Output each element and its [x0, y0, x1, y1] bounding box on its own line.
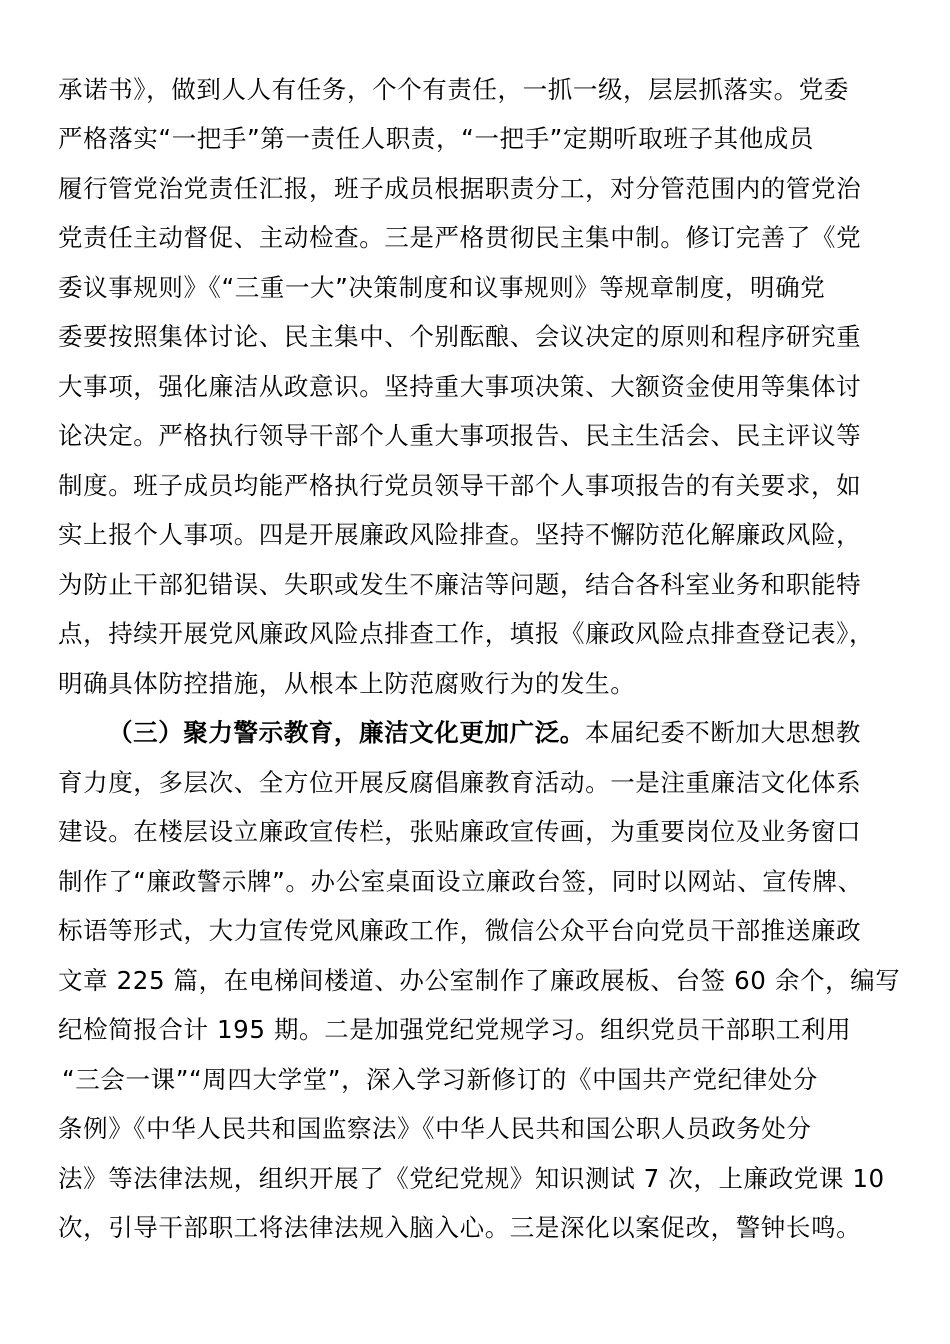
paragraph-text: 本届纪委不断加大思想教: [584, 718, 862, 747]
paragraph-line: 大事项，强化廉洁从政意识。坚持重大事项决策、大额资金使用等集体讨: [58, 372, 862, 401]
paragraph-line: 严格落实“一把手”第一责任人职责，“一把手”定期听取班子其他成员: [58, 124, 814, 153]
paragraph-line: 委要按照集体讨论、民主集中、个别酝酿、会议决定的原则和程序研究重: [58, 322, 862, 351]
paragraph-line: 制度。班子成员均能严格执行党员领导干部个人事项报告的有关要求，如: [58, 471, 862, 500]
paragraph-line: 点，持续开展党风廉政风险点排查工作，填报《廉政风险点排查登记表》，: [58, 619, 875, 648]
paragraph-line: 为防止干部犯错误、失职或发生不廉洁等问题，结合各科室业务和职能特: [58, 570, 862, 599]
paragraph-line: “三会一课”“周四大学堂”，深入学习新修订的《中国共产党纪律处分: [62, 1065, 818, 1094]
paragraph-line: 党责任主动督促、主动检查。三是严格贯彻民主集中制。修订完善了《党: [58, 223, 862, 252]
paragraph-line: 履行管党治党责任汇报，班子成员根据职责分工，对分管范围内的管党治: [58, 174, 862, 203]
paragraph-line: 次，引导干部职工将法律法规入脑入心。三是深化以案促改，警钟长鸣。: [58, 1213, 862, 1242]
paragraph-line: 育力度，多层次、全方位开展反腐倡廉教育活动。一是注重廉洁文化体系: [58, 768, 862, 797]
paragraph-line: 建设。在楼层设立廉政宣传栏，张贴廉政宣传画，为重要岗位及业务窗口: [58, 817, 862, 846]
paragraph-line: 纪检简报合计 195 期。二是加强党纪党规学习。组织党员干部职工利用: [58, 1015, 852, 1044]
paragraph-line: 法》等法律法规，组织开展了《党纪党规》知识测试 7 次，上廉政党课 10: [58, 1164, 885, 1193]
paragraph-line: 制作了“廉政警示牌”。办公室桌面设立廉政台签，同时以网站、宣传牌、: [58, 867, 863, 896]
paragraph-line: 条例》《中华人民共和国监察法》《中华人民共和国公职人员政务处分: [58, 1114, 812, 1143]
paragraph-line: 承诺书》，做到人人有任务，个个有责任，一抓一级，层层抓落实。党委: [58, 75, 849, 104]
paragraph-line: 委议事规则》《“三重一大”决策制度和议事规则》等规章制度，明确党: [58, 273, 826, 302]
section-heading: （三）聚力警示教育，廉洁文化更加广泛。: [108, 718, 585, 747]
section-heading-line: [108, 718, 861, 748]
paragraph-line: 文章 225 篇，在电梯间楼道、办公室制作了廉政展板、台签 60 余个，编写: [58, 966, 901, 995]
paragraph-line: 明确具体防控措施，从根本上防范腐败行为的发生。: [58, 669, 636, 698]
paragraph-line: 实上报个人事项。四是开展廉政风险排查。坚持不懈防范化解廉政风险，: [58, 520, 862, 549]
paragraph-line: 标语等形式，大力宣传党风廉政工作，微信公众平台向党员干部推送廉政: [58, 916, 862, 945]
paragraph-line: 论决定。严格执行领导干部个人重大事项报告、民主生活会、民主评议等: [58, 421, 862, 450]
